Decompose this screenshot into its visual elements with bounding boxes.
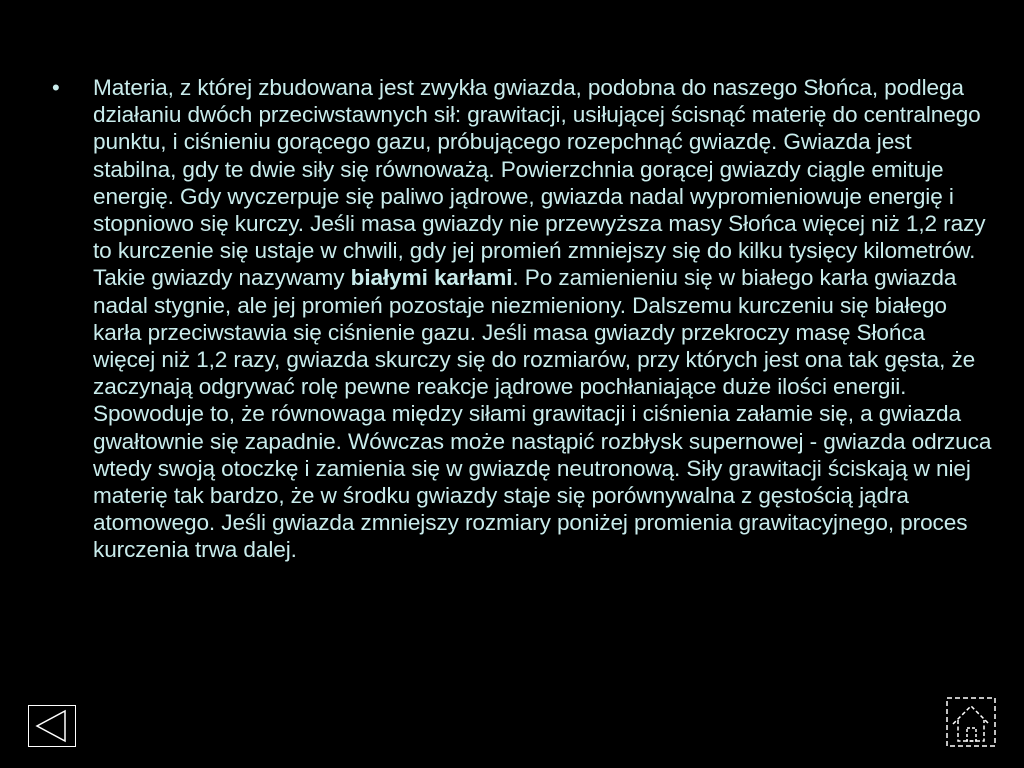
- bullet-item: [52, 74, 992, 564]
- bullet-paragraph: [93, 74, 992, 564]
- paragraph-text-after: . Po zamienieniu się w białego karła gwiazda nadal stygnie, ale jej promień pozostaje niezmieniony. Dalszemu kurczeniu się białego karła przeciwstawia się ciśnienie gazu. Jeśli masa gwiazdy przekroczy masę Słońca więcej niż 1,2 razy, gwiazda skurczy się do rozmiarów, przy których jest ona tak gęsta, że zaczynają odgrywać rolę pewne reakcje jądrowe pochłaniające duże ilości energii. Spowoduje to, że równowaga między siłami grawitacji i ciśnienia załamie się, a gwiazda gwałtownie się zapadnie. Wówczas może nastąpić rozbłysk supernowej - gwiazda odrzuca wtedy swoją otoczkę i zamienia się w gwiazdę neutronową. Siły grawitacji ściskają w niej materię tak bardzo, że w środku gwiazdy staje się porównywalna z gęstością jądra atomowego. Jeśli gwiazda zmniejszy rozmiary poniżej promienia grawitacyjnego, proces kurczenia trwa dalej.: [93, 265, 992, 563]
- bullet-symbol: •: [52, 75, 60, 100]
- previous-slide-button[interactable]: [28, 705, 76, 747]
- home-icon: [946, 697, 996, 747]
- paragraph-text-before: Materia, z której zbudowana jest zwykła gwiazda, podobna do naszego Słońca, podlega działaniu dwóch przeciwstawnych sił: grawitacji, usiłującej ścisnąć materię do centralnego punktu, i ciśnieniu gorącego gazu, próbującego rozepchnąć gwiazdę. Gwiazda jest stabilna, gdy te dwie siły się równoważą. Powierzchnia gorącej gwiazdy ciągle emituje energię. Gdy wyczerpuje się paliwo jądrowe, gwiazda nadal wypromieniowuje energię i stopniowo się kurczy. Jeśli masa gwiazdy nie przewyższa masy Słońca więcej niż 1,2 razy to kurczenie się ustaje w chwili, gdy jej promień zmniejszy się do kilku tysięcy kilometrów. Takie gwiazdy nazywamy: [93, 75, 986, 291]
- triangle-left-icon: [29, 706, 75, 746]
- paragraph-bold-term: białymi karłami: [350, 265, 513, 291]
- home-button[interactable]: [946, 697, 996, 747]
